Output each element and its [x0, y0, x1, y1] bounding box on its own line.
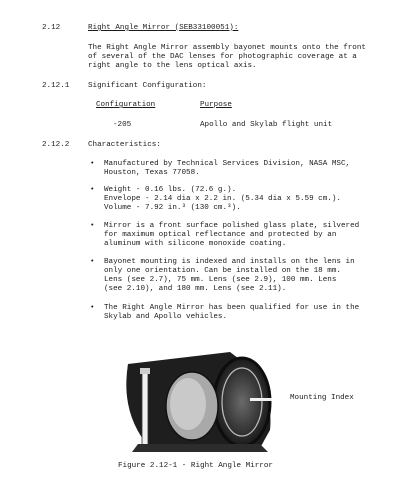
purpose-column-header: Purpose [200, 101, 232, 109]
char-item-1-line-2: Houston, Texas 77058. [104, 169, 200, 177]
char-item-4-line-4: (see 2.10), and 180 mm. Lens (see 2.11). [104, 285, 287, 293]
intro-line-3: right angle to the lens optical axis. [88, 62, 257, 70]
bullet-icon: • [90, 160, 95, 168]
figure-caption: Figure 2.12-1 - Right Angle Mirror [118, 462, 273, 470]
intro-line-2: of several of the DAC lenses for photographic coverage at a [88, 53, 357, 61]
char-item-5-line-1: The Right Angle Mirror has been qualified for use in the [104, 304, 360, 312]
char-item-4-line-2: only one orientation. Can be installed on the 18 mm. [104, 267, 341, 275]
bullet-icon: • [90, 258, 95, 266]
config-section-number: 2.12.1 [42, 82, 70, 90]
char-item-2-line-1: Weight - 0.16 lbs. (72.6 g.). [104, 186, 237, 194]
intro-line-1: The Right Angle Mirror assembly bayonet mounts onto the front [88, 44, 366, 52]
char-item-3-line-1: Mirror is a front surface polished glass plate, silvered [104, 222, 360, 230]
purpose-value: Apollo and Skylab flight unit [200, 121, 333, 129]
section-number: 2.12 [42, 24, 61, 32]
config-column-header: Configuration [96, 101, 156, 109]
char-item-4-line-3: Lens (see 2.7), 75 mm. Lens (see 2.9), 100 mm. Lens [104, 276, 337, 284]
char-item-2-line-3: Volume - 7.92 in.³ (130 cm.³). [104, 204, 241, 212]
char-item-2-line-2: Envelope - 2.14 dia x 2.2 in. (5.34 dia x 5.59 cm.). [104, 195, 341, 203]
mounting-index-label: Mounting Index [290, 394, 354, 402]
bullet-icon: • [90, 186, 95, 194]
characteristics-section-number: 2.12.2 [42, 141, 70, 149]
bullet-icon: • [90, 222, 95, 230]
mirror-illustration [110, 344, 290, 456]
section-title: Right Angle Mirror (SEB33100051): [88, 24, 239, 32]
char-item-4-line-1: Bayonet mounting is indexed and installs on the lens in [104, 258, 355, 266]
config-section-heading: Significant Configuration: [88, 82, 207, 90]
mounting-index-mark [250, 398, 272, 401]
characteristics-heading: Characteristics: [88, 141, 161, 149]
right-angle-mirror-photo [110, 344, 290, 456]
char-item-5-line-2: Skylab and Apollo vehicles. [104, 313, 228, 321]
bullet-icon: • [90, 304, 95, 312]
char-item-3-line-3: aluminum with silicone monoxide coating. [104, 240, 287, 248]
char-item-3-line-2: for maximum optical reflectance and protected by an [104, 231, 337, 239]
mounting-post [142, 372, 148, 446]
char-item-1-line-1: Manufactured by Technical Services Division, NASA MSC, [104, 160, 351, 168]
config-value: -205 [113, 121, 132, 129]
